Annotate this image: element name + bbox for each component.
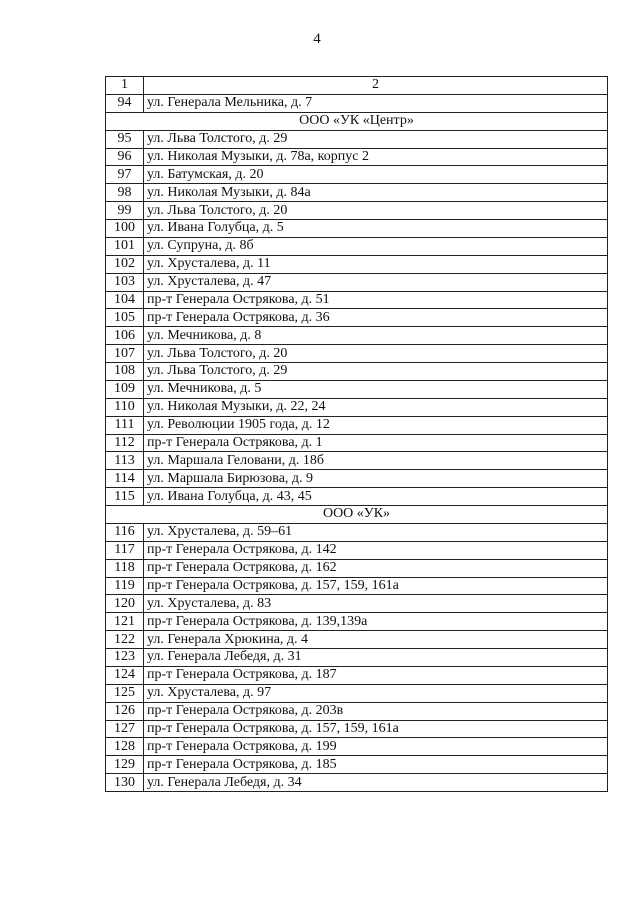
row-address: ул. Революции 1905 года, д. 12 <box>144 416 608 434</box>
row-number: 96 <box>106 148 144 166</box>
address-table <box>105 76 608 792</box>
row-number: 102 <box>106 255 144 273</box>
row-number: 124 <box>106 666 144 684</box>
row-number: 120 <box>106 595 144 613</box>
table-row <box>106 184 608 202</box>
row-number: 104 <box>106 291 144 309</box>
row-number: 95 <box>106 130 144 148</box>
table-row <box>106 380 608 398</box>
page-number: 4 <box>313 31 321 47</box>
row-number: 112 <box>106 434 144 452</box>
row-address: ул. Николая Музыки, д. 78а, корпус 2 <box>144 148 608 166</box>
table-row <box>106 613 608 631</box>
row-address: пр-т Генерала Острякова, д. 51 <box>144 291 608 309</box>
row-address: ул. Хрусталева, д. 59–61 <box>144 523 608 541</box>
row-address: пр-т Генерала Острякова, д. 199 <box>144 738 608 756</box>
table-row <box>106 220 608 238</box>
table-row <box>106 309 608 327</box>
row-address: ул. Ивана Голубца, д. 5 <box>144 220 608 238</box>
row-number: 101 <box>106 237 144 255</box>
row-number: 100 <box>106 220 144 238</box>
table-row <box>106 738 608 756</box>
row-number: 122 <box>106 631 144 649</box>
row-address: пр-т Генерала Острякова, д. 36 <box>144 309 608 327</box>
table-row <box>106 720 608 738</box>
table-row <box>106 130 608 148</box>
group-header-row <box>106 506 608 524</box>
column-header-address: 2 <box>144 77 608 95</box>
row-address: ул. Супруна, д. 8б <box>144 237 608 255</box>
table-row <box>106 666 608 684</box>
table-row <box>106 166 608 184</box>
table-body <box>106 94 608 791</box>
row-address: ул. Хрусталева, д. 11 <box>144 255 608 273</box>
row-number: 119 <box>106 577 144 595</box>
row-number: 114 <box>106 470 144 488</box>
row-address: ул. Ивана Голубца, д. 43, 45 <box>144 488 608 506</box>
row-number: 126 <box>106 702 144 720</box>
table-row <box>106 541 608 559</box>
row-number: 97 <box>106 166 144 184</box>
row-address: ул. Хрусталева, д. 47 <box>144 273 608 291</box>
table-row <box>106 452 608 470</box>
table-row <box>106 398 608 416</box>
row-address: ул. Льва Толстого, д. 29 <box>144 363 608 381</box>
row-address: ул. Генерала Лебедя, д. 34 <box>144 774 608 792</box>
row-number: 106 <box>106 327 144 345</box>
row-address: пр-т Генерала Острякова, д. 162 <box>144 559 608 577</box>
row-address: пр-т Генерала Острякова, д. 157, 159, 161а <box>144 577 608 595</box>
row-address: ул. Льва Толстого, д. 20 <box>144 345 608 363</box>
row-number: 127 <box>106 720 144 738</box>
group-header: ООО «УК» <box>106 506 608 524</box>
table-row <box>106 649 608 667</box>
row-address: ул. Мечникова, д. 8 <box>144 327 608 345</box>
table-row <box>106 255 608 273</box>
row-address: пр-т Генерала Острякова, д. 157, 159, 161а <box>144 720 608 738</box>
row-number: 123 <box>106 649 144 667</box>
row-address: ул. Льва Толстого, д. 20 <box>144 202 608 220</box>
table-row <box>106 684 608 702</box>
table-row <box>106 148 608 166</box>
row-address: ул. Николая Музыки, д. 22, 24 <box>144 398 608 416</box>
table-row <box>106 363 608 381</box>
table-row <box>106 291 608 309</box>
row-address: ул. Хрусталева, д. 97 <box>144 684 608 702</box>
row-address: ул. Мечникова, д. 5 <box>144 380 608 398</box>
table-row <box>106 273 608 291</box>
row-number: 121 <box>106 613 144 631</box>
row-number: 117 <box>106 541 144 559</box>
row-address: ул. Маршала Геловани, д. 18б <box>144 452 608 470</box>
table-row <box>106 756 608 774</box>
table-row <box>106 702 608 720</box>
row-address: пр-т Генерала Острякова, д. 185 <box>144 756 608 774</box>
row-number: 128 <box>106 738 144 756</box>
row-number: 115 <box>106 488 144 506</box>
row-number: 94 <box>106 94 144 112</box>
row-number: 118 <box>106 559 144 577</box>
table-row <box>106 327 608 345</box>
row-number: 116 <box>106 523 144 541</box>
column-header-number: 1 <box>106 77 144 95</box>
row-number: 103 <box>106 273 144 291</box>
table-row <box>106 631 608 649</box>
group-header-row <box>106 112 608 130</box>
row-address: ул. Хрусталева, д. 83 <box>144 595 608 613</box>
row-number: 130 <box>106 774 144 792</box>
table-row <box>106 774 608 792</box>
row-address: пр-т Генерала Острякова, д. 1 <box>144 434 608 452</box>
table-row <box>106 237 608 255</box>
table-row <box>106 202 608 220</box>
row-address: ул. Генерала Лебедя, д. 31 <box>144 649 608 667</box>
table-row <box>106 523 608 541</box>
row-address: ул. Батумская, д. 20 <box>144 166 608 184</box>
row-number: 125 <box>106 684 144 702</box>
row-address: пр-т Генерала Острякова, д. 203в <box>144 702 608 720</box>
table-header <box>106 77 608 95</box>
row-number: 98 <box>106 184 144 202</box>
table-row <box>106 595 608 613</box>
table-row <box>106 488 608 506</box>
row-address: ул. Николая Музыки, д. 84а <box>144 184 608 202</box>
table-row <box>106 416 608 434</box>
table-row <box>106 94 608 112</box>
table-row <box>106 470 608 488</box>
row-number: 110 <box>106 398 144 416</box>
table-row <box>106 559 608 577</box>
row-address: пр-т Генерала Острякова, д. 142 <box>144 541 608 559</box>
row-number: 108 <box>106 363 144 381</box>
row-address: ул. Генерала Мельника, д. 7 <box>144 94 608 112</box>
row-number: 105 <box>106 309 144 327</box>
row-number: 109 <box>106 380 144 398</box>
row-number: 111 <box>106 416 144 434</box>
table-row <box>106 577 608 595</box>
row-address: пр-т Генерала Острякова, д. 139,139а <box>144 613 608 631</box>
row-number: 113 <box>106 452 144 470</box>
table-header-row <box>106 77 608 95</box>
group-header: ООО «УК «Центр» <box>106 112 608 130</box>
table-row <box>106 345 608 363</box>
row-address: ул. Маршала Бирюзова, д. 9 <box>144 470 608 488</box>
row-address: ул. Генерала Хрюкина, д. 4 <box>144 631 608 649</box>
table-row <box>106 434 608 452</box>
row-address: пр-т Генерала Острякова, д. 187 <box>144 666 608 684</box>
row-number: 129 <box>106 756 144 774</box>
row-number: 99 <box>106 202 144 220</box>
row-number: 107 <box>106 345 144 363</box>
row-address: ул. Льва Толстого, д. 29 <box>144 130 608 148</box>
